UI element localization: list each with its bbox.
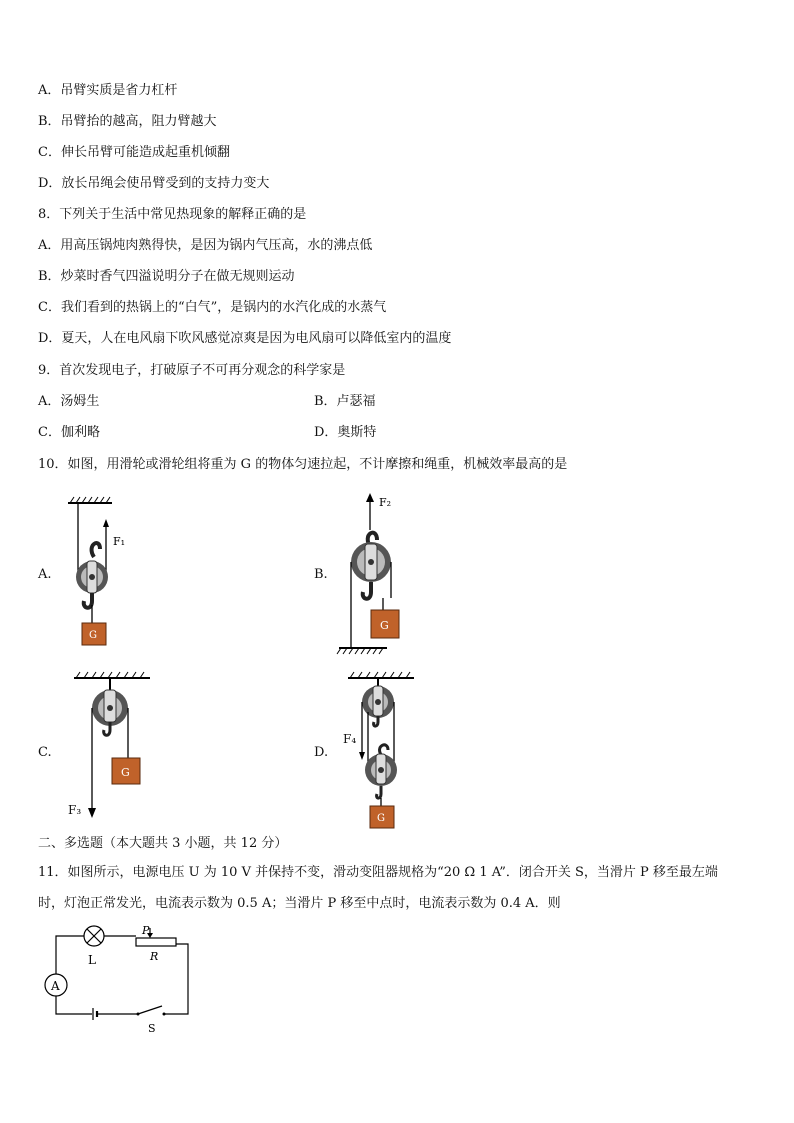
- q8-option-b: B．炒菜时香气四溢说明分子在做无规则运动: [38, 269, 295, 284]
- force-f1-label: F₁: [113, 535, 126, 548]
- q7-option-d: D．放长吊绳会使吊臂受到的支持力变大: [38, 176, 270, 191]
- resistor-r-label: R: [150, 950, 159, 963]
- weight-g-label-b: G: [380, 619, 389, 632]
- slider-p-label: P: [142, 924, 150, 937]
- q9-stem: 9．首次发现电子，打破原子不可再分观念的科学家是: [38, 363, 346, 378]
- q8-option-d: D．夏天，人在电风扇下吹风感觉凉爽是因为电风扇可以降低室内的温度: [38, 331, 452, 346]
- q10-option-a-label: A.: [38, 567, 52, 582]
- weight-g-label-d: G: [377, 813, 385, 824]
- q10-option-c-label: C.: [38, 745, 52, 760]
- weight-g-label-c: G: [121, 766, 130, 779]
- q8-stem: 8．下列关于生活中常见热现象的解释正确的是: [38, 207, 307, 222]
- switch-s-label: S: [148, 1022, 156, 1035]
- q7-option-b: B．吊臂抬的越高，阻力臂越大: [38, 114, 217, 129]
- switch-icon: [138, 1006, 162, 1014]
- weight-g-label-a: G: [89, 630, 97, 641]
- q8-option-a: A．用高压锅炖肉熟得快，是因为锅内气压高，水的沸点低: [38, 238, 373, 253]
- q9-option-c: C．伽利略: [38, 425, 100, 440]
- q9-option-d: D．奥斯特: [314, 425, 377, 440]
- circuit-diagram: [38, 926, 198, 1036]
- rheostat-icon: [136, 938, 176, 946]
- section-heading: 二、多选题（本大题共 3 小题，共 12 分）: [38, 836, 288, 851]
- q9-option-a: A．汤姆生: [38, 394, 100, 409]
- q11-stem-line1: 11．如图所示，电源电压 U 为 10 V 并保持不变，滑动变阻器规格为“20 Ω 1 A”．闭合开关 S，当滑片 P 移至最左端: [38, 865, 718, 880]
- q10-option-d-label: D.: [314, 745, 329, 760]
- force-f4-label: F₄: [343, 732, 357, 746]
- lamp-label: L: [88, 953, 96, 967]
- q7-option-c: C．伸长吊臂可能造成起重机倾翻: [38, 145, 230, 160]
- q8-option-c: C．我们看到的热锅上的“白气”，是锅内的水汽化成的水蒸气: [38, 300, 387, 315]
- q10-option-b-label: B.: [314, 567, 328, 582]
- pulley-figure-a: [60, 495, 150, 655]
- pulley-figure-c: [60, 672, 160, 822]
- force-f2-label: F₂: [379, 496, 392, 509]
- ammeter-label: A: [51, 979, 60, 993]
- q9-option-b: B．卢瑟福: [314, 394, 376, 409]
- pulley-figure-b: [335, 490, 425, 660]
- pulley-figure-d: [338, 672, 428, 832]
- q7-option-a: A．吊臂实质是省力杠杆: [38, 83, 178, 98]
- q10-stem: 10．如图，用滑轮或滑轮组将重为 G 的物体匀速拉起，不计摩擦和绳重，机械效率最高的是: [38, 457, 568, 472]
- force-f3-label: F₃: [68, 803, 82, 817]
- q11-stem-line2: 时，灯泡正常发光，电流表示数为 0.5 A；当滑片 P 移至中点时，电流表示数为 0.4 A．则: [38, 896, 561, 911]
